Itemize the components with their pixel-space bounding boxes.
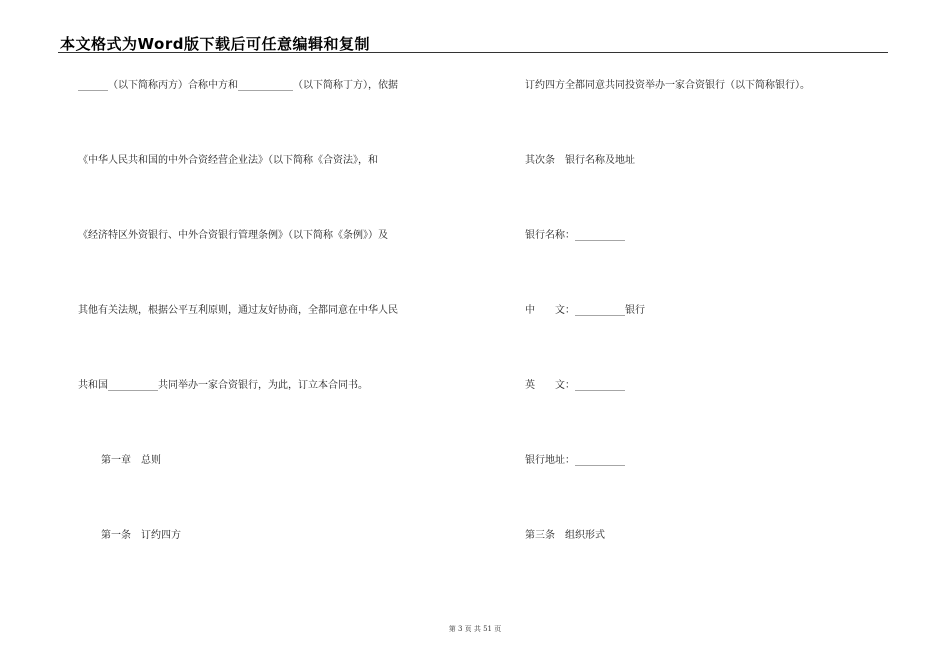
paragraph-line: 其他有关法规，根据公平互利原则，通过友好协商，全都同意在中华人民 <box>78 305 398 316</box>
paragraph-line: 《中华人民共和国的中外合资经营企业法》（以下简称《合资法》，和 <box>78 155 378 166</box>
bank-name-field: 银行名称：__________ <box>525 230 625 241</box>
document-header-title: 本文格式为Word版下载后可任意编辑和复制 <box>60 35 370 53</box>
paragraph-line: 订约四方全都同意共同投资举办一家合资银行（以下简称银行）。 <box>525 80 810 91</box>
english-name-field: 英 文：__________ <box>525 380 625 391</box>
paragraph-line: 共和国__________共同举办一家合资银行，为此，订立本合同书。 <box>78 380 368 391</box>
paragraph-line: ______（以下简称丙方）合称中方和___________（以下简称丁方），依据 <box>78 80 398 91</box>
article-heading: 其次条 银行名称及地址 <box>525 155 635 166</box>
chinese-name-field: 中 文：__________银行 <box>525 305 645 316</box>
paragraph-line: 《经济特区外资银行、中外合资银行管理条例》（以下简称《条例》）及 <box>78 230 388 241</box>
page-number-footer: 第 3 页 共 51 页 <box>448 625 502 633</box>
bank-address-field: 银行地址：__________ <box>525 455 625 466</box>
article-heading: 第一条 订约四方 <box>101 530 181 541</box>
chapter-heading: 第一章 总则 <box>101 455 161 466</box>
article-heading: 第三条 组织形式 <box>525 530 605 541</box>
header-divider <box>58 52 888 53</box>
